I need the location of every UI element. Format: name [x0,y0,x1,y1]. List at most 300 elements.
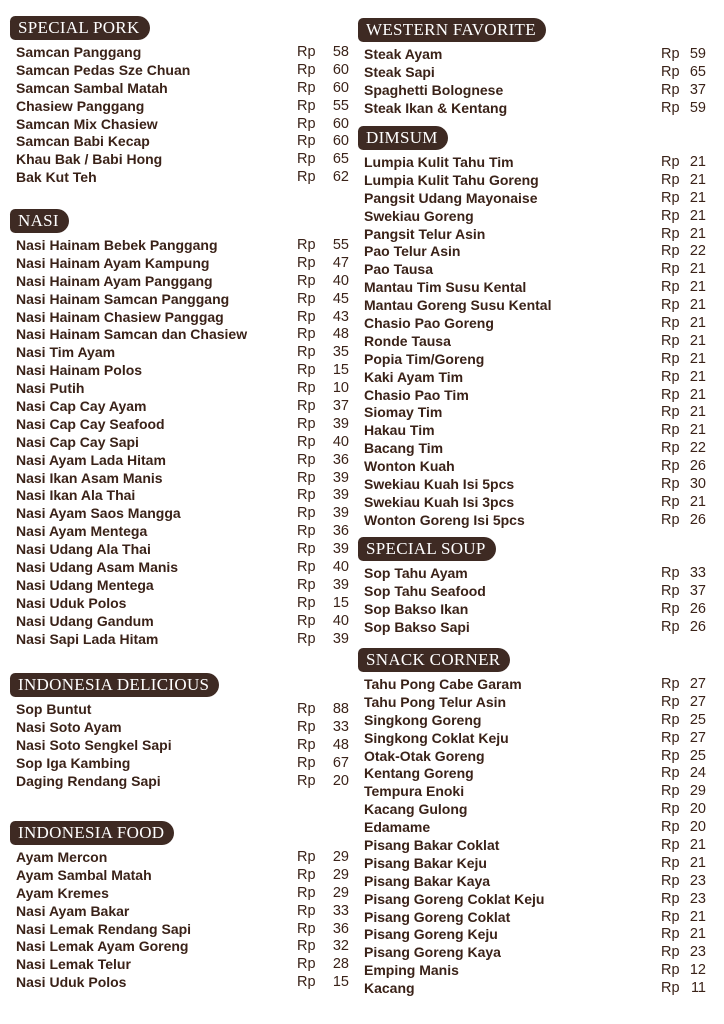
menu-item-price: 40 [332,433,349,450]
section-dimsum [358,126,714,530]
menu-item-name: Singkong Coklat Keju [364,729,509,746]
menu-item [358,46,714,64]
menu-item [10,487,355,505]
menu-item-price: 37 [332,398,349,415]
menu-item [358,494,714,512]
menu-item-price: 65 [332,151,349,168]
currency-label: Rp [297,380,316,397]
menu-item-price: 29 [332,849,349,865]
menu-item-price: 32 [332,938,349,955]
menu-item-price: 27 [689,693,706,710]
menu-item-price: 15 [332,594,349,611]
menu-item-name: Nasi Ayam Bakar [16,902,130,919]
menu-item-price: 21 [689,837,706,854]
menu-item-price: 24 [689,765,706,782]
menu-item-name: Wonton Kuah [364,458,455,475]
menu-item-name: Nasi Udang Asam Manis [16,559,179,576]
menu-item-name: Chasio Pao Goreng [364,315,494,332]
currency-label: Rp [297,61,316,78]
menu-item-name: Pisang Goreng Keju [364,926,498,943]
menu-item-price: 27 [689,729,706,746]
currency-label: Rp [661,837,680,854]
menu-item-price: 21 [689,207,706,224]
menu-item [358,891,714,909]
menu-item-name: Nasi Ikan Asam Manis [16,469,163,486]
currency-label: Rp [297,772,316,789]
currency-label: Rp [661,332,680,349]
menu-item [358,315,714,333]
menu-item-name: Sop Bakso Sapi [364,618,470,635]
menu-item-price: 37 [689,582,706,599]
menu-item [358,297,714,315]
currency-label: Rp [661,476,680,493]
menu-item-price: 21 [689,350,706,367]
menu-item-price: 11 [690,980,706,997]
menu-item [10,380,355,398]
menu-item [358,819,714,837]
section-indonesia-delicious [10,673,355,790]
currency-label: Rp [297,115,316,132]
section-header: SPECIAL SOUP [358,537,496,561]
section-header: INDONESIA DELICIOUS [10,673,219,697]
currency-label: Rp [661,386,680,403]
menu-item-price: 88 [332,701,349,717]
menu-item-price: 47 [332,254,349,271]
menu-item-name: Nasi Lemak Ayam Goreng [16,938,189,955]
menu-item-name: Khau Bak / Babi Hong [16,151,163,168]
menu-item [10,416,355,434]
currency-label: Rp [297,523,316,540]
menu-item [358,387,714,405]
menu-item [10,237,355,255]
menu-item [10,613,355,631]
menu-item [358,712,714,730]
section-snack-corner [358,648,714,998]
menu-item-price: 21 [689,332,706,349]
menu-item-price: 39 [332,576,349,593]
section-indonesia-food [10,821,355,992]
currency-label: Rp [661,729,680,746]
currency-label: Rp [661,46,680,62]
currency-label: Rp [297,237,316,253]
menu-item-price: 48 [332,736,349,753]
section-nasi [10,209,355,648]
menu-item [358,172,714,190]
currency-label: Rp [297,433,316,450]
menu-item-price: 37 [689,81,706,98]
currency-label: Rp [297,920,316,937]
section-header: DIMSUM [358,126,448,150]
menu-item-price: 21 [689,189,706,206]
currency-label: Rp [297,362,316,379]
menu-item-price: 21 [689,279,706,296]
currency-label: Rp [297,884,316,901]
currency-label: Rp [297,849,316,865]
menu-item-price: 12 [689,962,706,979]
menu-item-name: Samcan Babi Kecap [16,133,150,150]
currency-label: Rp [661,63,680,80]
menu-item-name: Nasi Lemak Rendang Sapi [16,920,192,937]
menu-item [10,255,355,273]
menu-item-name: Pangsit Udang Mayonaise [364,189,538,206]
menu-item [358,909,714,927]
currency-label: Rp [661,99,680,116]
currency-label: Rp [297,398,316,415]
currency-label: Rp [297,718,316,735]
currency-label: Rp [661,404,680,421]
menu-item [10,505,355,523]
currency-label: Rp [661,458,680,475]
currency-label: Rp [661,819,680,836]
menu-item [10,974,355,992]
menu-item-price: 33 [689,565,706,581]
menu-item-price: 21 [689,493,706,510]
menu-item [358,926,714,944]
section-special-pork [10,16,355,187]
currency-label: Rp [661,926,680,943]
menu-item [358,458,714,476]
menu-item [358,565,714,583]
menu-item-price: 21 [689,297,706,314]
menu-item-price: 21 [689,908,706,925]
menu-item [10,938,355,956]
menu-item [358,512,714,530]
menu-item-price: 33 [332,718,349,735]
currency-label: Rp [661,279,680,296]
menu-item [358,243,714,261]
menu-item-price: 67 [332,754,349,771]
menu-item-name: Chasiew Panggang [16,97,145,114]
menu-item [10,541,355,559]
menu-item [358,351,714,369]
section-header: INDONESIA FOOD [10,821,174,845]
menu-item-name: Ayam Kremes [16,884,109,901]
menu-item-price: 43 [332,308,349,325]
currency-label: Rp [297,79,316,96]
currency-label: Rp [661,600,680,617]
menu-item-name: Samcan Pedas Sze Chuan [16,61,191,78]
currency-label: Rp [661,511,680,528]
currency-label: Rp [661,261,680,278]
menu-item-price: 20 [332,772,349,789]
currency-label: Rp [297,754,316,771]
menu-item-name: Mantau Tim Susu Kental [364,279,527,296]
menu-item-price: 48 [332,326,349,343]
currency-label: Rp [661,368,680,385]
menu-item-price: 39 [332,630,349,647]
menu-item [358,190,714,208]
menu-list [10,849,355,992]
menu-item-name: Pisang Bakar Kaya [364,872,491,889]
menu-item-price: 40 [332,559,349,576]
menu-item [10,452,355,470]
menu-item [10,737,355,755]
menu-item-price: 39 [332,469,349,486]
menu-item-price: 21 [689,368,706,385]
currency-label: Rp [661,315,680,332]
menu-item-price: 60 [332,79,349,96]
currency-label: Rp [297,415,316,432]
currency-label: Rp [297,594,316,611]
menu-item-name: Nasi Uduk Polos [16,974,127,991]
currency-label: Rp [297,344,316,361]
menu-item-name: Swekiau Kuah Isi 3pcs [364,493,515,510]
menu-item [10,701,355,719]
currency-label: Rp [661,765,680,782]
menu-item [10,885,355,903]
menu-item [10,398,355,416]
menu-item-name: Pisang Bakar Coklat [364,837,500,854]
menu-item [358,873,714,891]
menu-item [358,601,714,619]
menu-item-name: Popia Tim/Goreng [364,350,485,367]
currency-label: Rp [661,783,680,800]
menu-item-price: 15 [332,974,349,991]
menu-list [10,701,355,790]
currency-label: Rp [297,487,316,504]
menu-item [10,151,355,169]
menu-item-name: Nasi Udang Mentega [16,576,154,593]
menu-item-name: Steak Ayam [364,46,443,62]
currency-label: Rp [297,326,316,343]
currency-label: Rp [297,612,316,629]
menu-item [358,279,714,297]
currency-label: Rp [661,297,680,314]
currency-label: Rp [661,350,680,367]
currency-label: Rp [297,151,316,168]
menu-item-name: Nasi Hainam Bebek Panggang [16,237,218,253]
menu-item-name: Ayam Sambal Matah [16,866,152,883]
currency-label: Rp [297,97,316,114]
menu-item-price: 59 [689,46,706,62]
menu-item-name: Ayam Mercon [16,849,108,865]
menu-item-price: 33 [332,902,349,919]
menu-item [10,98,355,116]
menu-item-price: 26 [689,458,706,475]
menu-item [358,100,714,118]
menu-item-name: Nasi Hainam Ayam Kampung [16,254,210,271]
menu-item-name: Nasi Putih [16,380,85,397]
menu-item [358,64,714,82]
menu-item-name: Tahu Pong Cabe Garam [364,676,522,692]
currency-label: Rp [297,956,316,973]
menu-list [10,44,355,187]
menu-list [358,676,714,998]
menu-item [358,476,714,494]
menu-item [358,619,714,637]
menu-item-name: Nasi Udang Gandum [16,612,154,629]
menu-item-name: Pao Tausa [364,261,433,278]
menu-item-price: 39 [332,505,349,522]
menu-item [358,333,714,351]
menu-item-name: Siomay Tim [364,404,443,421]
menu-item-name: Singkong Goreng [364,711,482,728]
menu-item [10,719,355,737]
section-header: SNACK CORNER [358,648,510,672]
menu-item [10,849,355,867]
menu-item-price: 55 [332,97,349,114]
menu-item-price: 36 [332,451,349,468]
menu-item-price: 29 [332,866,349,883]
menu-item-name: Tahu Pong Telur Asin [364,693,507,710]
menu-item-name: Nasi Ayam Lada Hitam [16,451,166,468]
menu-item [358,154,714,172]
menu-item [10,116,355,134]
menu-item [358,783,714,801]
menu-item-price: 27 [689,676,706,692]
menu-item-price: 21 [689,315,706,332]
menu-item-name: Edamame [364,819,431,836]
currency-label: Rp [661,582,680,599]
menu-item-price: 30 [689,476,706,493]
currency-label: Rp [661,225,680,242]
menu-item [358,730,714,748]
menu-item-price: 39 [332,415,349,432]
menu-item [358,404,714,422]
menu-item [10,344,355,362]
menu-item-price: 29 [332,884,349,901]
currency-label: Rp [297,630,316,647]
menu-item-name: Samcan Sambal Matah [16,79,168,96]
menu-item-name: Nasi Ikan Ala Thai [16,487,136,504]
menu-list [358,565,714,637]
menu-item-name: Nasi Soto Sengkel Sapi [16,736,172,753]
menu-item-price: 21 [689,422,706,439]
menu-item [10,755,355,773]
menu-item-price: 21 [689,926,706,943]
section-special-soup [358,537,714,637]
menu-item-name: Nasi Hainam Polos [16,362,143,379]
menu-item-price: 15 [332,362,349,379]
currency-label: Rp [661,565,680,581]
menu-item-name: Nasi Lemak Telur [16,956,131,973]
menu-item-name: Tempura Enoki [364,783,465,800]
menu-item-name: Steak Sapi [364,63,435,80]
menu-item-name: Samcan Panggang [16,44,142,60]
menu-item-price: 21 [689,386,706,403]
menu-item [358,855,714,873]
menu-item-price: 21 [689,154,706,170]
menu-item [10,523,355,541]
menu-item-name: Sop Tahu Ayam [364,565,468,581]
menu-item-price: 10 [332,380,349,397]
menu-item [10,903,355,921]
menu-item [358,208,714,226]
currency-label: Rp [661,676,680,692]
currency-label: Rp [661,693,680,710]
currency-label: Rp [661,81,680,98]
menu-item-price: 59 [689,99,706,116]
menu-item-name: Swekiau Goreng [364,207,474,224]
section-header: NASI [10,209,69,233]
menu-item-name: Nasi Uduk Polos [16,594,127,611]
currency-label: Rp [297,974,316,991]
currency-label: Rp [297,169,316,186]
menu-item-price: 36 [332,523,349,540]
currency-label: Rp [297,254,316,271]
menu-item [10,362,355,380]
currency-label: Rp [297,44,316,60]
menu-item-name: Samcan Mix Chasiew [16,115,158,132]
currency-label: Rp [661,422,680,439]
menu-item-price: 25 [689,747,706,764]
menu-item-name: Ronde Tausa [364,332,451,349]
currency-label: Rp [297,451,316,468]
currency-label: Rp [661,890,680,907]
menu-item [358,226,714,244]
menu-item [358,369,714,387]
menu-item-price: 21 [689,404,706,421]
menu-item-price: 58 [332,44,349,60]
menu-item-price: 26 [689,511,706,528]
menu-item [358,944,714,962]
menu-item-name: Wonton Goreng Isi 5pcs [364,511,525,528]
currency-label: Rp [661,189,680,206]
menu-item-name: Pisang Goreng Kaya [364,944,501,961]
currency-label: Rp [297,701,316,717]
menu-item [10,309,355,327]
menu-item [10,867,355,885]
menu-item-name: Nasi Cap Cay Ayam [16,398,147,415]
menu-item-name: Pisang Goreng Coklat Keju [364,890,545,907]
menu-item-price: 26 [689,618,706,635]
menu-item-price: 39 [332,487,349,504]
menu-item [358,694,714,712]
menu-item-name: Lumpia Kulit Tahu Goreng [364,171,539,188]
menu-item-name: Swekiau Kuah Isi 5pcs [364,476,515,493]
currency-label: Rp [661,243,680,260]
menu-item-price: 21 [689,225,706,242]
currency-label: Rp [297,505,316,522]
currency-label: Rp [661,171,680,188]
currency-label: Rp [297,272,316,289]
menu-item-name: Daging Rendang Sapi [16,772,161,789]
menu-item-price: 40 [332,272,349,289]
currency-label: Rp [661,747,680,764]
menu-item-price: 21 [689,261,706,278]
menu-item-name: Hakau Tim [364,422,435,439]
menu-item [358,676,714,694]
menu-item-name: Nasi Hainam Chasiew Panggag [16,308,224,325]
menu-item [10,559,355,577]
menu-item-price: 21 [689,854,706,871]
menu-item-price: 60 [332,61,349,78]
menu-item-price: 55 [332,237,349,253]
menu-item-name: Pangsit Telur Asin [364,225,486,242]
menu-list [358,154,714,530]
menu-item [10,326,355,344]
menu-item-name: Kacang [364,980,415,997]
menu-list [358,46,714,118]
menu-item-name: Pisang Bakar Keju [364,854,487,871]
menu-item [358,261,714,279]
menu-item [358,837,714,855]
menu-item-name: Nasi Ayam Mentega [16,523,148,540]
section-western-favorite [358,18,714,118]
menu-item-name: Sop Tahu Seafood [364,582,486,599]
currency-label: Rp [297,902,316,919]
menu-item [358,583,714,601]
menu-item [358,801,714,819]
menu-item [10,921,355,939]
menu-item-name: Otak-Otak Goreng [364,747,485,764]
menu-item [358,440,714,458]
menu-item-name: Nasi Ayam Saos Mangga [16,505,181,522]
menu-item-price: 28 [332,956,349,973]
currency-label: Rp [661,980,680,997]
currency-label: Rp [297,559,316,576]
menu-item-name: Emping Manis [364,962,459,979]
